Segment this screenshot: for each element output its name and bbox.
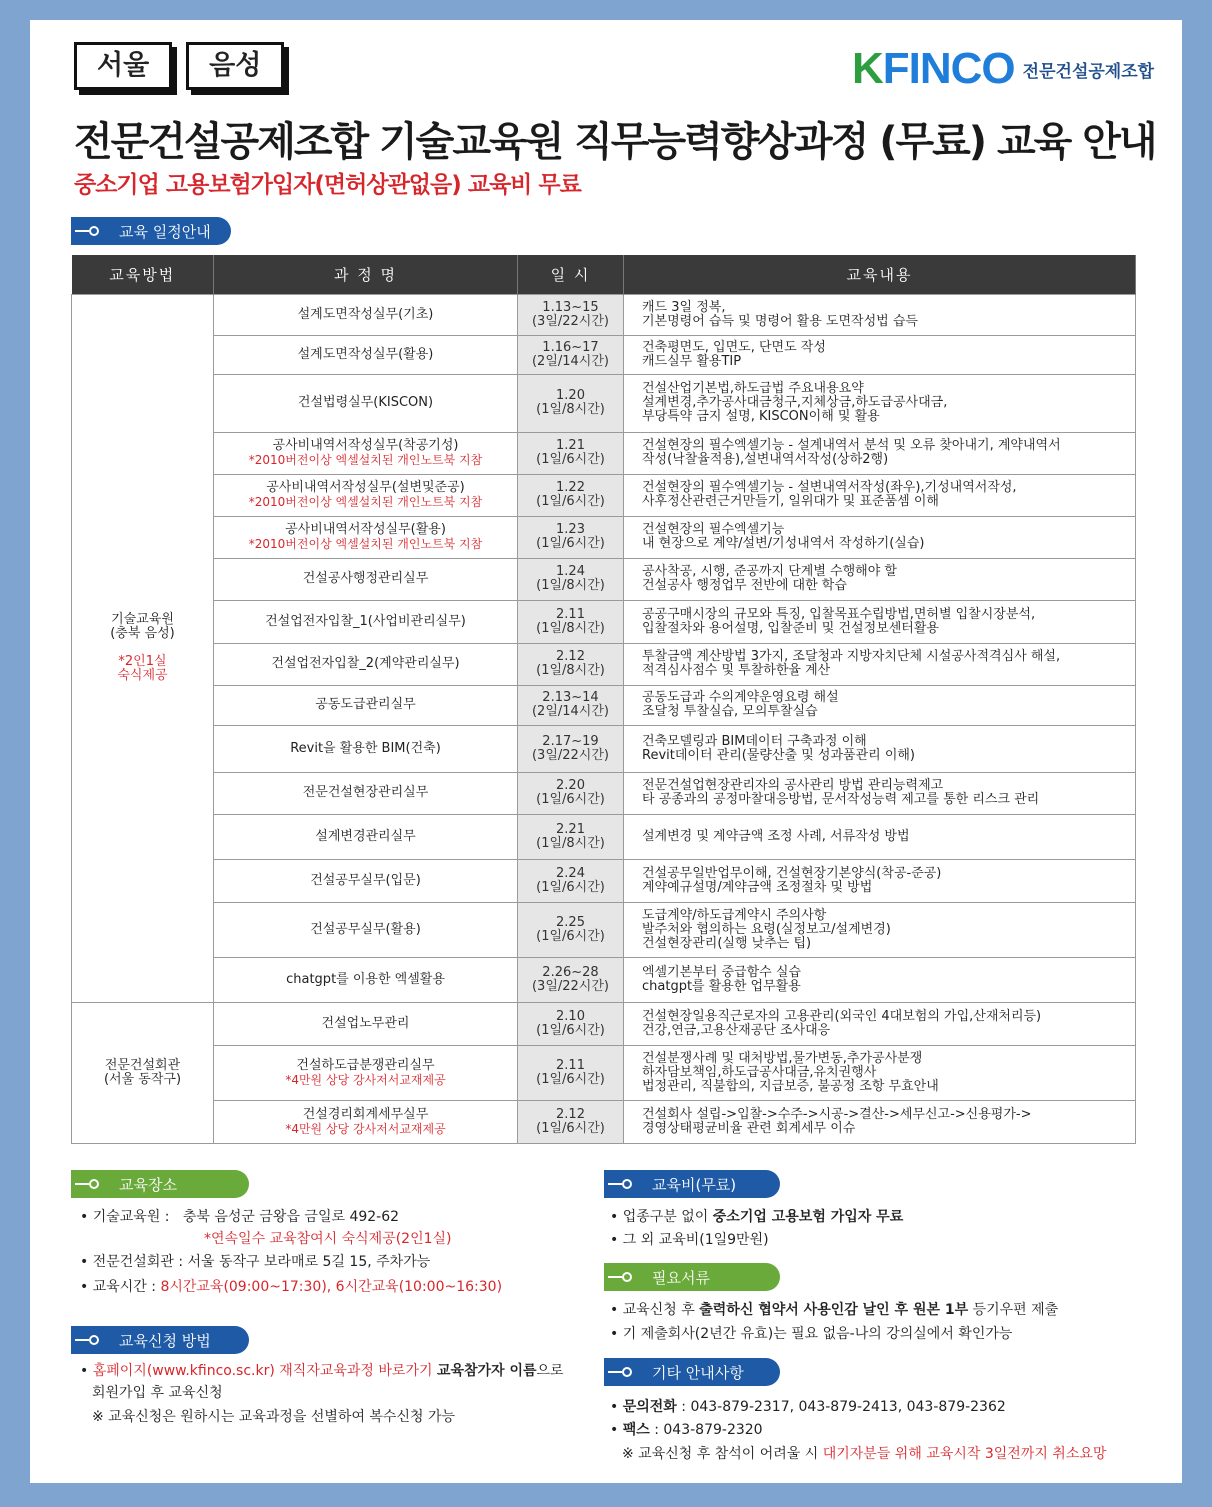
homepage-link[interactable]: 홈페이지(www.kfinco.sc.kr) 재직자교육과정 바로가기 (92, 1363, 433, 1379)
place-line-2: • 전문건설회관 : 서울 동작구 보라매로 5길 15, 주차가능 (80, 1253, 430, 1271)
course-name: 건설공무실무(입문) (310, 872, 421, 888)
content-cell (624, 600, 1136, 643)
course-name: 건설업전자입찰_2(계약관리실무) (271, 656, 460, 671)
date-cell (518, 294, 624, 335)
date-range: 1.21 (556, 438, 585, 453)
course-note: *2010버전이상 엑셀설치된 개인노트북 지참 (248, 537, 483, 551)
date-cell (518, 1045, 624, 1100)
method-location: (충북 음성) (110, 626, 175, 641)
content-line: 건설분쟁사례 및 대처방법,물가변동,추가공사분쟁 (642, 1050, 923, 1066)
etc-line-2: • 팩스 : 043-879-2320 (610, 1421, 763, 1439)
course-cell (214, 685, 518, 725)
location-tag-seoul: 서울 (74, 42, 172, 90)
date-range: 1.22 (556, 480, 585, 495)
content-line: 법정관리, 직불합의, 지급보증, 불공정 조항 무효안내 (642, 1078, 939, 1094)
date-duration: (1일/8시간) (536, 663, 605, 678)
content-cell (624, 1045, 1136, 1100)
course-name: chatgpt를 이용한 엑셀활용 (286, 971, 445, 987)
course-name: 전문건설현장관리실무 (302, 785, 429, 800)
content-line: 공공구매시장의 규모와 특징, 입찰목표수립방법,면허별 입찰시장분석, (642, 606, 1036, 622)
content-cell (624, 643, 1136, 685)
date-range: 2.11 (556, 1057, 585, 1073)
logo-wordmark: KFINCO (852, 44, 1015, 93)
circle-icon (89, 226, 99, 236)
logo-subtitle: 전문건설공제조합 (1022, 61, 1155, 82)
course-cell (214, 725, 518, 772)
content-cell (624, 725, 1136, 772)
course-cell (214, 1100, 518, 1143)
date-cell (518, 1100, 624, 1143)
date-cell (518, 432, 624, 474)
content-line: 입찰절차와 용어설명, 입찰준비 및 건설정보센터활용 (642, 620, 939, 636)
etc-line-3: ※ 교육신청 후 참석이 어려울 시 대기자분들 위해 교육시작 3일전까지 취소요망 (622, 1446, 1107, 1462)
date-duration: (1일/6시간) (536, 1022, 605, 1038)
place-section-label: 교육장소 (71, 1170, 249, 1198)
table-row (72, 859, 1136, 902)
page-sheet (30, 20, 1182, 1483)
content-cell (624, 474, 1136, 516)
content-line: 도급계약/하도급계약시 주의사항 (642, 907, 827, 923)
location-tags (74, 42, 284, 90)
content-line: 건강,연금,고용산재공단 조사대응 (642, 1022, 831, 1038)
content-line: 기본명령어 습득 및 명령어 활용 도면작성법 습득 (642, 313, 918, 329)
table-row (72, 474, 1136, 516)
course-cell (214, 432, 518, 474)
docs-line-2: • 기 제출회사(2년간 유효)는 필요 없음-나의 강의실에서 확인가능 (610, 1325, 1012, 1343)
page-subtitle: 중소기업 고용보험가입자(면허상관없음) 교육비 무료 (74, 172, 581, 198)
date-duration: (1일/6시간) (536, 1071, 605, 1087)
table-row (72, 335, 1136, 374)
table-row (72, 1002, 1136, 1045)
date-range: 2.24 (556, 865, 585, 881)
content-cell (624, 558, 1136, 600)
header-course: 과 정 명 (214, 255, 518, 294)
table-row (72, 374, 1136, 432)
place-line-1-note: *연속일수 교육참여시 숙식제공(2인1실) (204, 1231, 452, 1247)
table-row (72, 600, 1136, 643)
date-cell (518, 558, 624, 600)
table-header-row (72, 255, 1136, 294)
date-duration: (1일/6시간) (536, 536, 605, 551)
table-row (72, 957, 1136, 1002)
content-line: 조달청 투찰실습, 모의투찰실습 (642, 704, 818, 719)
content-line: 사후정산관련근거만들기, 일위대가 및 표준품셈 이해 (642, 494, 939, 509)
method-cell (72, 1002, 214, 1143)
table-row (72, 294, 1136, 335)
circle-icon (89, 1179, 99, 1189)
date-duration: (1일/6시간) (536, 928, 605, 944)
date-duration: (1일/8시간) (536, 620, 605, 636)
content-line: 건설공무일반업무이해, 건설현장기본양식(착공-준공) (642, 865, 942, 881)
content-line: 타 공종과의 공정마찰대응방법, 문서작성능력 제고를 통한 리스크 관리 (642, 792, 1040, 807)
content-line: 전문건설업현장관리자의 공사관리 방법 관리능력제고 (642, 778, 944, 793)
date-cell (518, 957, 624, 1002)
content-cell (624, 772, 1136, 814)
date-range: 2.10 (556, 1008, 585, 1024)
content-cell (624, 902, 1136, 957)
date-cell (518, 859, 624, 902)
table-row (72, 643, 1136, 685)
date-range: 2.12 (556, 649, 585, 664)
course-note: *4만원 상당 강사저서교재제공 (285, 1072, 446, 1087)
content-line: 건설현장관리(실행 낮추는 팁) (642, 935, 812, 951)
course-cell (214, 1045, 518, 1100)
fee-line-1: • 업종구분 없이 중소기업 고용보험 가입자 무료 (610, 1208, 903, 1226)
course-cell (214, 1002, 518, 1045)
course-name: 설계도면작성실무(기초) (297, 306, 434, 322)
content-line: 설계변경 및 계약금액 조정 사례, 서류작성 방법 (642, 828, 910, 844)
date-range: 2.17~19 (542, 733, 599, 749)
date-cell (518, 725, 624, 772)
date-cell (518, 643, 624, 685)
content-cell (624, 1002, 1136, 1045)
apply-line-3: ※ 교육신청은 원하시는 교육과정을 선별하여 복수신청 가능 (92, 1409, 456, 1425)
table-row (72, 1045, 1136, 1100)
apply-line-2: 회원가입 후 교육신청 (92, 1385, 223, 1401)
table-row (72, 432, 1136, 474)
course-name: 설계변경관리실무 (315, 828, 416, 844)
date-range: 1.20 (556, 388, 585, 403)
date-duration: (2일/14시간) (531, 704, 609, 719)
content-line: 공사착공, 시행, 준공까지 단계별 수행해야 할 (642, 564, 897, 579)
kfinco-logo (852, 44, 1154, 94)
circle-icon (622, 1367, 632, 1377)
course-name: 건설공무실무(활용) (310, 921, 421, 937)
place-line-1: • 기술교육원 : 충북 음성군 금왕읍 금일로 492-62 (80, 1208, 399, 1226)
course-name: 공사비내역서작성실무(활용) (285, 522, 446, 537)
course-cell (214, 772, 518, 814)
date-range: 2.21 (556, 821, 585, 837)
header-method: 교육방법 (72, 255, 214, 294)
fee-section-label: 교육비(무료) (604, 1170, 780, 1198)
date-duration: (3일/22시간) (531, 313, 609, 329)
etc-line-1: • 문의전화 : 043-879-2317, 043-879-2413, 043-879-2362 (610, 1398, 1006, 1416)
date-range: 2.11 (556, 606, 585, 622)
table-row (72, 725, 1136, 772)
date-range: 2.13~14 (542, 690, 599, 705)
date-cell (518, 600, 624, 643)
date-range: 2.26~28 (542, 964, 599, 980)
circle-icon (89, 1335, 99, 1345)
content-line: 발주처와 협의하는 요령(실정보고/설계변경) (642, 921, 891, 937)
date-range: 1.24 (556, 564, 585, 579)
content-cell (624, 685, 1136, 725)
etc-section-label: 기타 안내사항 (604, 1358, 780, 1386)
content-line: 작성(낙찰율적용),설변내역서작성(상하2행) (642, 452, 889, 467)
content-line: 건축모델링과 BIM데이터 구축과정 이해 (642, 733, 867, 749)
docs-line-1: • 교육신청 후 출력하신 협약서 사용인감 날인 후 원본 1부 등기우편 제출 (610, 1301, 1058, 1319)
course-name: 건설경리회계세무실무 (302, 1106, 429, 1122)
course-name: 건설업노무관리 (321, 1015, 410, 1031)
date-duration: (1일/6시간) (536, 879, 605, 895)
circle-icon (622, 1272, 632, 1282)
course-cell (214, 558, 518, 600)
header-content: 교육내용 (624, 255, 1136, 294)
content-line: 건설현장일용직근로자의 고용관리(외국인 4대보험의 가입,산재처리등) (642, 1008, 1042, 1024)
content-line: 건설회사 설립->입찰->수주->시공->결산->세무신고->신용평가-> (642, 1106, 1032, 1122)
date-range: 2.20 (556, 778, 585, 793)
content-line: 공동도급과 수의계약운영요령 해설 (642, 690, 839, 705)
course-name: Revit을 활용한 BIM(건축) (290, 740, 441, 756)
date-range: 2.12 (556, 1106, 585, 1122)
content-cell (624, 814, 1136, 859)
course-cell (214, 374, 518, 432)
course-cell (214, 859, 518, 902)
course-cell (214, 474, 518, 516)
date-cell (518, 685, 624, 725)
apply-line-1: • 홈페이지(www.kfinco.sc.kr) 재직자교육과정 바로가기 교육참가자 이름으로 (80, 1362, 564, 1380)
content-line: Revit데이터 관리(물량산출 및 성과품관리 이해) (642, 747, 916, 763)
table-row (72, 558, 1136, 600)
course-cell (214, 335, 518, 374)
header-date: 일 시 (518, 255, 624, 294)
table-row (72, 814, 1136, 859)
table-row (72, 772, 1136, 814)
content-cell (624, 957, 1136, 1002)
date-range: 1.16~17 (542, 339, 599, 355)
content-line: 건축평면도, 입면도, 단면도 작성 (642, 339, 826, 355)
docs-section-label: 필요서류 (604, 1263, 780, 1291)
date-duration: (1일/6시간) (536, 792, 605, 807)
date-duration: (1일/8시간) (536, 578, 605, 593)
date-cell (518, 474, 624, 516)
content-line: 투찰금액 계산방법 3가지, 조달청과 지방자치단체 시설공사적격심사 해설, (642, 649, 1061, 664)
method-name: 전문건설회관 (104, 1057, 181, 1073)
content-line: 엑셀기본부터 중급함수 실습 (642, 964, 801, 980)
content-cell (624, 374, 1136, 432)
date-duration: (1일/8시간) (536, 402, 605, 417)
table-row (72, 685, 1136, 725)
content-cell (624, 335, 1136, 374)
date-cell (518, 902, 624, 957)
content-line: chatgpt를 활용한 업무활용 (642, 978, 801, 994)
course-cell (214, 643, 518, 685)
content-cell (624, 294, 1136, 335)
course-cell (214, 516, 518, 558)
content-cell (624, 1100, 1136, 1143)
method-location: (서울 동작구) (103, 1071, 182, 1087)
course-name: 공사비내역서작성실무(착공기성) (272, 438, 459, 453)
course-cell (214, 957, 518, 1002)
course-cell (214, 902, 518, 957)
course-note: *2010버전이상 엑셀설치된 개인노트북 지참 (248, 495, 483, 509)
date-cell (518, 374, 624, 432)
content-line: 경영상태평균비율 관련 회계세무 이슈 (642, 1120, 856, 1136)
content-line: 건설산업기본법,하도급법 주요내용요약 (642, 381, 864, 396)
content-line: 건설현장의 필수엑셀기능 - 설변내역서작성(좌우),기성내역서작성, (642, 480, 1017, 495)
date-duration: (1일/6시간) (536, 494, 605, 509)
method-name: 기술교육원 (111, 612, 174, 627)
date-range: 2.25 (556, 914, 585, 930)
table-row (72, 516, 1136, 558)
date-cell (518, 772, 624, 814)
content-line: 건설현장의 필수엑셀기능 - 설계내역서 분석 및 오류 찾아내기, 계약내역서 (642, 438, 1061, 453)
content-line: 하자담보책임,하도급공사대금,유치권행사 (642, 1064, 877, 1080)
method-note: *2인1실 (118, 654, 167, 669)
content-line: 건설현장의 필수엑셀기능 (642, 522, 785, 537)
date-duration: (1일/6시간) (536, 1120, 605, 1136)
course-name: 건설법령실무(KISCON) (297, 395, 434, 410)
date-duration: (1일/8시간) (536, 835, 605, 851)
date-duration: (3일/22시간) (531, 978, 609, 994)
date-range: 1.23 (556, 522, 585, 537)
course-note: *2010버전이상 엑셀설치된 개인노트북 지참 (248, 453, 483, 467)
course-note: *4만원 상당 강사저서교재제공 (285, 1121, 446, 1136)
fee-line-2: • 그 외 교육비(1일9만원) (610, 1231, 769, 1249)
content-cell (624, 859, 1136, 902)
content-cell (624, 432, 1136, 474)
table-row (72, 1100, 1136, 1143)
content-line: 캐드실무 활용TIP (642, 353, 742, 369)
course-cell (214, 600, 518, 643)
date-cell (518, 814, 624, 859)
content-line: 캐드 3일 정복, (642, 299, 726, 315)
date-cell (518, 1002, 624, 1045)
page-title: 전문건설공제조합 기술교육원 직무능력향상과정 (무료) 교육 안내 (74, 119, 1156, 165)
course-name: 건설공사행정관리실무 (302, 571, 429, 586)
date-duration: (2일/14시간) (531, 353, 609, 369)
schedule-section-label: 교육 일정안내 (71, 217, 231, 245)
content-line: 계약예규설명/계약금액 조정절차 및 방법 (642, 879, 873, 895)
location-tag-eumseong: 음성 (186, 42, 284, 90)
schedule-table (71, 255, 1136, 1144)
course-cell (214, 814, 518, 859)
course-name: 공동도급관리실무 (315, 697, 416, 712)
method-cell (72, 294, 214, 1002)
place-line-3: • 교육시간 : 8시간교육(09:00~17:30), 6시간교육(10:00~16:30) (80, 1278, 502, 1296)
date-cell (518, 516, 624, 558)
course-cell (214, 294, 518, 335)
content-line: 설계변경,추가공사대금청구,지체상금,하도급공사대금, (642, 395, 948, 410)
course-name: 건설하도급분쟁관리실무 (296, 1057, 435, 1073)
course-name: 건설업전자입찰_1(사업비관리실무) (265, 613, 466, 629)
apply-section-label: 교육신청 방법 (71, 1326, 249, 1354)
course-name: 공사비내역서작성실무(설변및준공) (266, 480, 465, 495)
content-line: 적격심사점수 및 투찰하한율 계산 (642, 663, 831, 678)
date-range: 1.13~15 (542, 299, 599, 315)
date-duration: (1일/6시간) (536, 452, 605, 467)
content-line: 내 현장으로 계약/설변/기성내역서 작성하기(실습) (642, 536, 925, 551)
method-note: 숙식제공 (117, 668, 168, 683)
table-row (72, 902, 1136, 957)
content-line: 건설공사 행정업무 전반에 대한 학습 (642, 578, 847, 593)
date-cell (518, 335, 624, 374)
course-name: 설계도면작성실무(활용) (297, 346, 434, 362)
date-duration: (3일/22시간) (531, 747, 609, 763)
content-line: 부당특약 금지 설명, KISCON이해 및 활용 (642, 409, 880, 424)
circle-icon (622, 1179, 632, 1189)
content-cell (624, 516, 1136, 558)
